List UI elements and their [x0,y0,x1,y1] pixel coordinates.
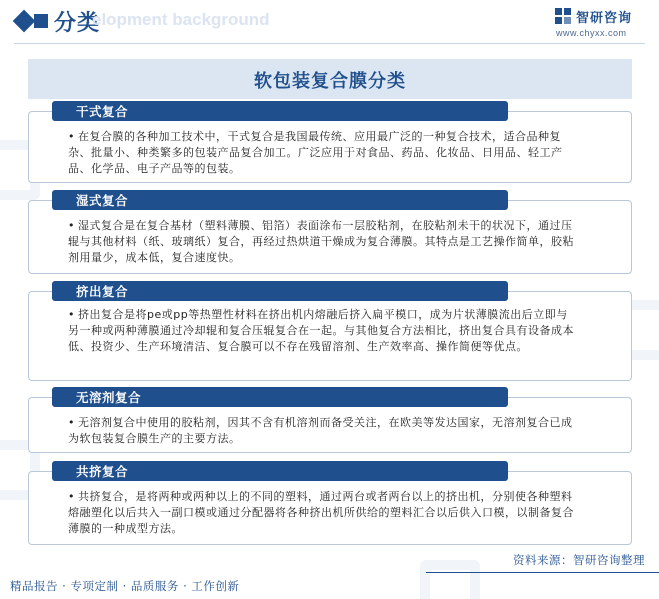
page-title: 分类 [54,11,101,36]
section-extrusion-lamination [28,281,632,381]
source-divider [426,572,659,573]
bullet-icon: • [68,130,75,143]
section-label [52,461,508,481]
logo-url: www.chyxx.com [556,28,627,38]
section-text [68,129,574,177]
main-title-band [28,59,632,99]
section-label-text: 无溶剂复合 [76,390,142,405]
bullet-icon: • [68,219,75,232]
background-ghost-text: elopment background [92,10,270,29]
header-divider [14,43,645,44]
section-label-text: 干式复合 [76,104,129,119]
bullet-icon: • [68,490,75,503]
logo-name: 智研咨询 [576,11,633,26]
logo[interactable] [555,7,645,41]
source-note: 资料来源：智研咨询整理 [513,553,645,567]
section-coextrusion-lamination [28,461,632,545]
section-text [68,489,574,537]
section-body: 无溶剂复合中使用的胶粘剂，因其不含有机溶剂而备受关注，在欧美等发达国家，无溶剂复合已成为软包装复合膜生产的主要方法。 [68,416,573,445]
section-label-text: 湿式复合 [76,193,129,208]
section-text [68,218,574,266]
section-dry-lamination [28,101,632,183]
watermark-icon [420,560,480,599]
diamond-icon [13,10,36,33]
section-body: 在复合膜的各种加工技术中，干式复合是我国最传统、应用最广泛的一种复合技术，适合品种复杂、批量小、种类繁多的包装产品复合加工。广泛应用于对食品、药品、化妆品、日用品、轻工产品、化学品、电子产品等的包装。 [68,130,563,175]
title-bar-icon [34,14,48,28]
footer-slogan: 精品报告 · 专项定制 · 品质服务 · 工作创新 [10,579,240,593]
section-label [52,190,508,210]
main-title: 软包装复合膜分类 [254,71,406,92]
section-text [68,307,574,355]
section-body: 挤出复合是将pe或pp等热塑性材料在挤出机内熔融后挤入扁平模口，成为片状薄膜流出后立即与另一种或两种薄膜通过冷却辊和复合压辊复合在一起。与其他复合方法相比，挤出复合具有设备成本低、投资少、生产环境清洁、复合膜可以不存在残留溶剂、生产效率高、操作简便等优点。 [68,308,574,353]
section-label [52,101,508,121]
logo-mark-icon [555,8,571,24]
section-body: 湿式复合是在复合基材（塑料薄膜、铝箔）表面涂布一层胶粘剂，在胶粘剂未干的状况下，通过压辊与其他材料（纸、玻璃纸）复合，再经过热烘道干燥成为复合薄膜。其特点是工艺操作简单，胶粘剂用量少，成本低，复合速度快。 [68,219,574,264]
section-label [52,281,508,301]
bullet-icon: • [68,308,75,321]
header [0,0,659,44]
section-label [52,387,508,407]
section-body: 共挤复合，是将两种或两种以上的不同的塑料，通过两台或者两台以上的挤出机，分别使各种塑料熔融塑化以后共入一副口模或通过分配器将各种挤出机所供给的塑料汇合以后供入口模，以制备复合薄膜的一种成型方法。 [68,490,574,535]
section-label-text: 共挤复合 [76,464,129,479]
section-label-text: 挤出复合 [76,284,129,299]
bullet-icon: • [68,416,75,429]
section-wet-lamination [28,190,632,274]
section-text [68,415,574,447]
section-solventless-lamination [28,387,632,453]
